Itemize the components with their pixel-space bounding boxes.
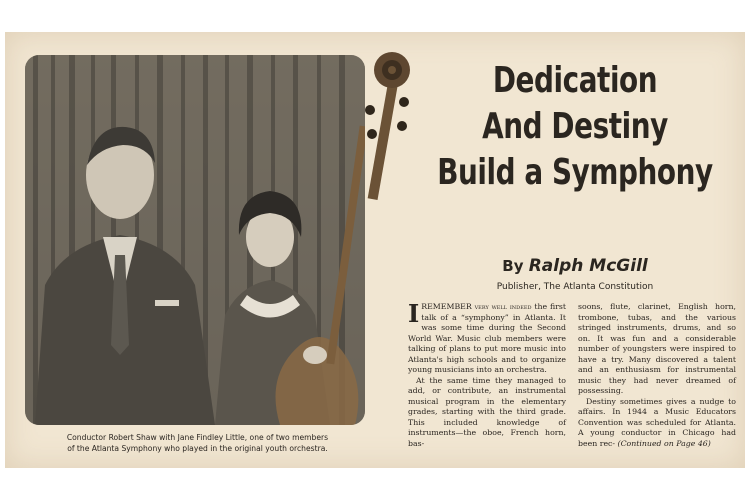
paragraph-2-text: At the same time they managed to add, or contribute, an instrumental musical program in the elementary grades, starting with the third grade. This included knowledge of instruments—the oboe, French horn, bas- <box>408 375 566 448</box>
continued-note: (Continued on Page 46) <box>617 438 711 448</box>
paragraph-2-part-1 <box>408 376 566 450</box>
photo-shaw-and-little <box>25 55 365 425</box>
article-column-2 <box>578 302 736 449</box>
caption-line-1: Conductor Robert Shaw with Jane Findley Little, one of two members <box>66 433 329 442</box>
caption-line-2: of the Atlanta Symphony who played in the original youth orchestra. <box>67 444 328 453</box>
paragraph-1 <box>408 299 567 376</box>
paragraph-2-continued: soons, flute, clarinet, English horn, trombone, tubas, and the various stringed instruments, drums, and so on. It was fun and a considerable number of youngsters were inspired to have a try. Many discovered a talent and an enthusiasm for instrumental music they had never dreamed of possessing. <box>578 302 736 395</box>
drop-cap: I <box>408 299 420 328</box>
headline-line-3: Build a Symphony <box>437 152 713 193</box>
headline-line-1: Dedication <box>492 60 658 101</box>
paragraph-1-text: the first talk of a “symphony” in Atlanta. It was some time during the Second World War. Music club members were talking of plans to put more music into Atlanta's high schools and to organize young musicians into an orchestra. <box>408 302 567 374</box>
byline-author: Ralph McGill <box>528 256 648 276</box>
headline <box>405 58 745 196</box>
paragraph-3 <box>578 397 736 450</box>
paragraph-1-lead: REMEMBER very well indeed <box>421 302 532 311</box>
headline-line-2: And Destiny <box>482 106 668 147</box>
paragraph-2-part-2 <box>578 302 736 397</box>
photo-illustration <box>25 55 365 425</box>
paragraph-3-text: Destiny sometimes gives a nudge to affairs. In 1944 a Music Educators Convention was scheduled for Atlanta. A young conductor in Chicago had been rec- <box>578 396 736 448</box>
photo-caption <box>30 432 365 454</box>
byline-prefix: By <box>502 257 524 275</box>
byline <box>405 256 745 276</box>
author-title: Publisher, The Atlanta Constitution <box>496 282 654 292</box>
article-column-1 <box>408 299 567 449</box>
